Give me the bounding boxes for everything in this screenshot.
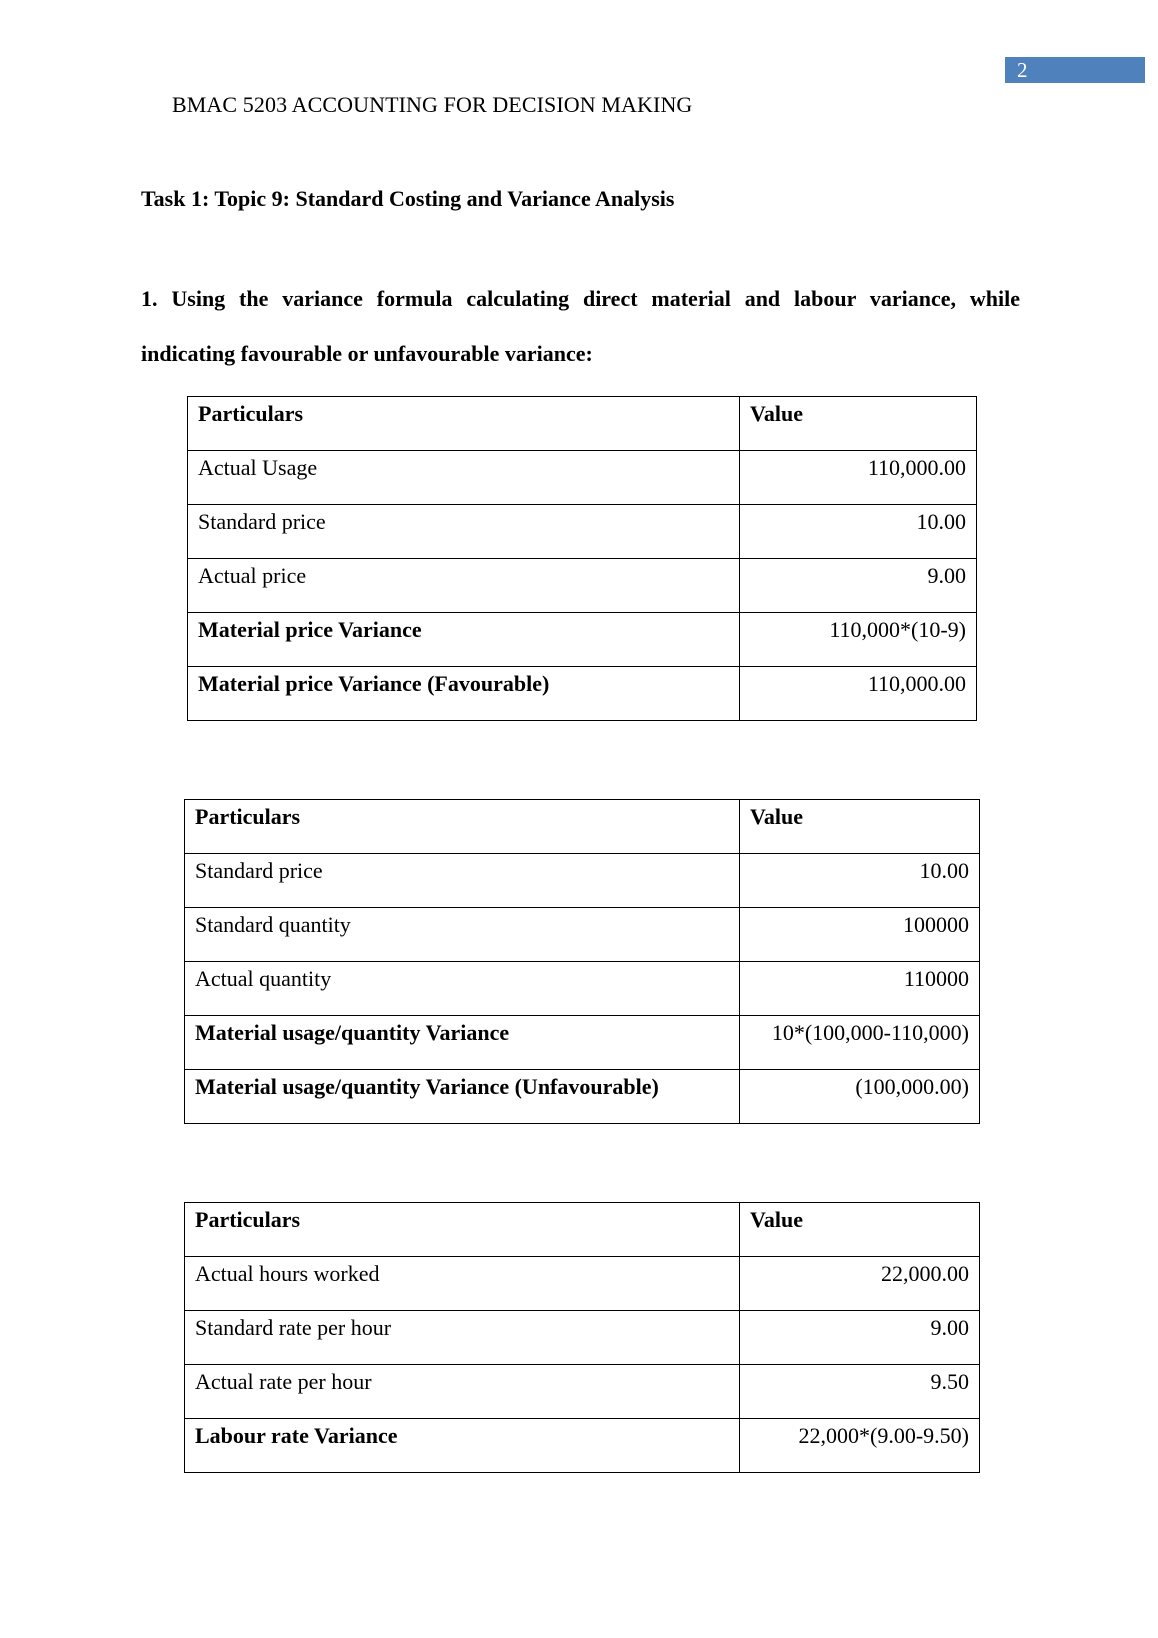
task-title: Task 1: Topic 9: Standard Costing and Variance Analysis — [141, 186, 675, 211]
row-label: Material price Variance (Favourable) — [188, 667, 740, 721]
table-row — [185, 1311, 980, 1365]
row-value: 22,000.00 — [740, 1257, 980, 1311]
table-row — [185, 1257, 980, 1311]
header-particulars: Particulars — [188, 397, 740, 451]
material-usage-variance-table — [184, 799, 980, 1124]
row-value: (100,000.00) — [740, 1070, 980, 1124]
row-label: Actual price — [188, 559, 740, 613]
row-label: Actual quantity — [185, 962, 740, 1016]
running-header: BMAC 5203 ACCOUNTING FOR DECISION MAKING — [172, 92, 693, 117]
row-label: Standard price — [188, 505, 740, 559]
header-particulars: Particulars — [185, 1203, 740, 1257]
row-value: 10.00 — [740, 505, 977, 559]
row-value: 110,000.00 — [740, 451, 977, 505]
table-row — [185, 1016, 980, 1070]
header-value: Value — [740, 800, 980, 854]
row-value: 110000 — [740, 962, 980, 1016]
row-label: Standard price — [185, 854, 740, 908]
header-value: Value — [740, 1203, 980, 1257]
table-header-row — [185, 800, 980, 854]
row-label: Standard quantity — [185, 908, 740, 962]
row-value: 9.00 — [740, 1311, 980, 1365]
row-label: Actual rate per hour — [185, 1365, 740, 1419]
row-label: Labour rate Variance — [185, 1419, 740, 1473]
table-row — [185, 1070, 980, 1124]
row-value: 10.00 — [740, 854, 980, 908]
table-row — [188, 505, 977, 559]
table-row — [185, 1419, 980, 1473]
row-value: 10*(100,000-110,000) — [740, 1016, 980, 1070]
row-value: 22,000*(9.00-9.50) — [740, 1419, 980, 1473]
table-header-row — [188, 397, 977, 451]
labour-rate-variance-table — [184, 1202, 980, 1473]
table-row — [185, 1365, 980, 1419]
table-row — [188, 667, 977, 721]
row-value: 110,000*(10-9) — [740, 613, 977, 667]
question-text: 1. Using the variance formula calculating direct material and labour variance, while indicating favourable or unfavourable variance: — [141, 286, 1020, 366]
page-number: 2 — [1005, 57, 1145, 83]
row-value: 9.00 — [740, 559, 977, 613]
header-value: Value — [740, 397, 977, 451]
material-price-variance-table — [187, 396, 977, 721]
row-value: 100000 — [740, 908, 980, 962]
row-value: 110,000.00 — [740, 667, 977, 721]
table-row — [185, 854, 980, 908]
table-row — [188, 559, 977, 613]
row-value: 9.50 — [740, 1365, 980, 1419]
header-particulars: Particulars — [185, 800, 740, 854]
row-label: Standard rate per hour — [185, 1311, 740, 1365]
row-label: Actual Usage — [188, 451, 740, 505]
table-header-row — [185, 1203, 980, 1257]
table-row — [185, 962, 980, 1016]
row-label: Material price Variance — [188, 613, 740, 667]
table-row — [185, 908, 980, 962]
table-row — [188, 451, 977, 505]
row-label: Material usage/quantity Variance — [185, 1016, 740, 1070]
row-label: Material usage/quantity Variance (Unfavourable) — [185, 1070, 740, 1124]
row-label: Actual hours worked — [185, 1257, 740, 1311]
table-row — [188, 613, 977, 667]
